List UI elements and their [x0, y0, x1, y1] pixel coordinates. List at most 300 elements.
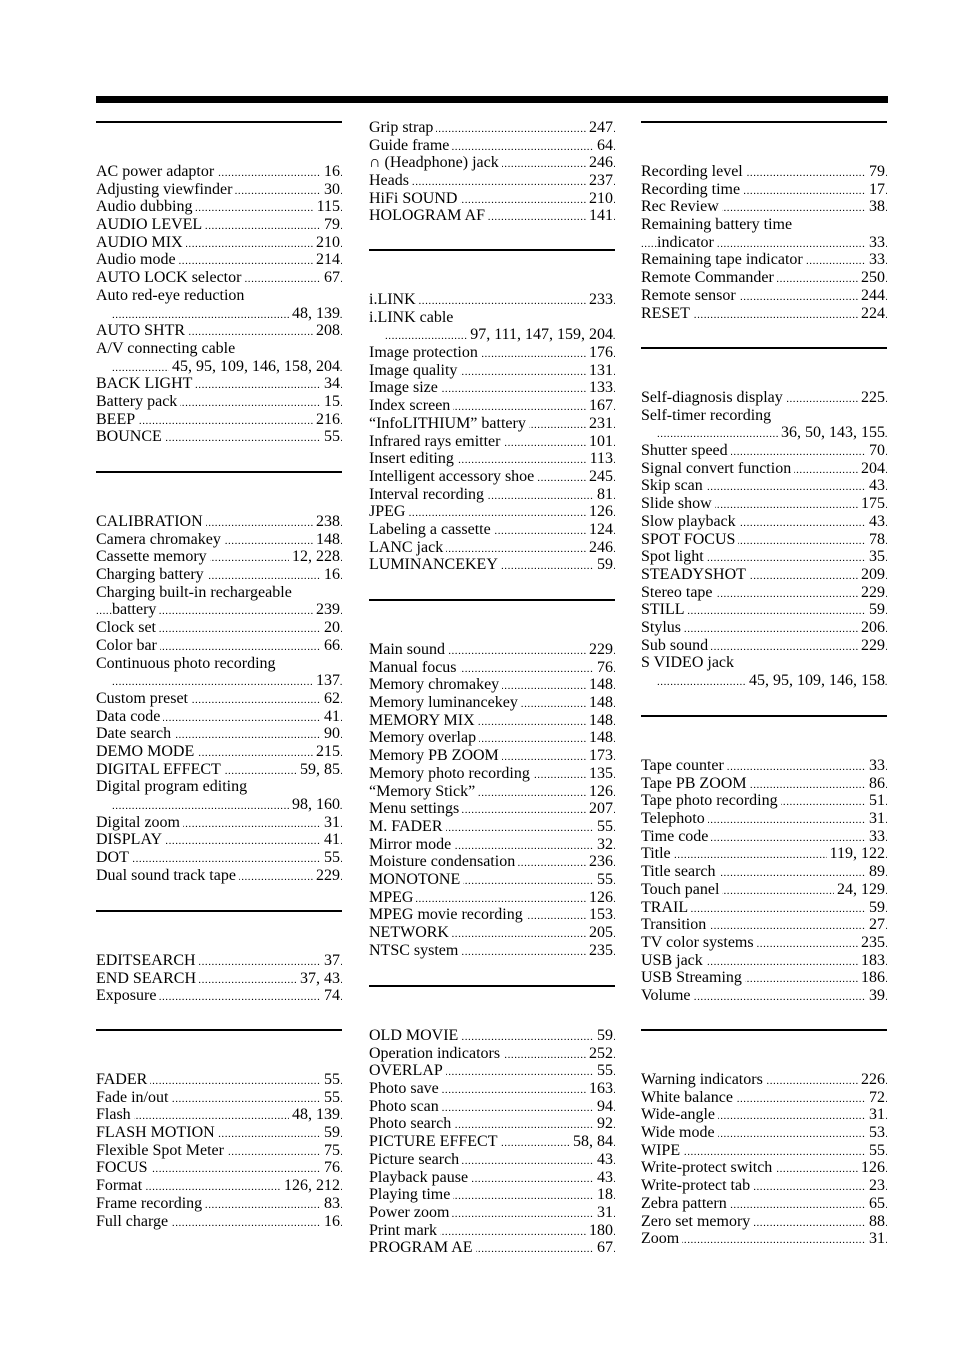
index-entry: [641, 407, 887, 425]
entry-pages: 239: [313, 601, 340, 619]
entry-term: RESET: [641, 305, 693, 323]
entry-term: Transition: [641, 916, 709, 934]
entry-term: Custom preset: [96, 690, 191, 708]
entry-pages: 246: [586, 154, 613, 172]
entry-term: Remaining tape indicator: [641, 251, 806, 269]
entry-pages: 43: [594, 1169, 613, 1187]
index-entry: [641, 1177, 887, 1195]
entry-pages: 246: [586, 539, 613, 557]
entry-term: WIPE: [641, 1142, 683, 1160]
entry-list: [96, 1071, 342, 1230]
entry-term: Adjusting viewfinder: [96, 181, 235, 199]
entry-term: Labeling a cassette: [369, 521, 494, 539]
index-entry: [96, 1124, 342, 1142]
section-rule: [369, 599, 615, 601]
index-entry: [369, 853, 615, 871]
entry-term: SPOT FOCUS: [641, 531, 738, 549]
entry-pages: 32: [594, 836, 613, 854]
entry-pages: 55: [321, 849, 340, 867]
index-entry: [641, 460, 887, 478]
index-entry: [641, 672, 887, 690]
entry-pages: 15: [321, 393, 340, 411]
entry-pages: 16: [321, 1213, 340, 1231]
index-entry: [369, 362, 615, 380]
entry-term: HOLOGRAM AF: [369, 207, 488, 225]
entry-term: Exposure: [96, 987, 159, 1005]
index-entry: [641, 1195, 887, 1213]
entry-pages: 41: [321, 708, 340, 726]
entry-term: i.LINK: [369, 291, 419, 309]
index-entry: [96, 216, 342, 234]
entry-term: JPEG: [369, 503, 408, 521]
entry-list: [369, 119, 615, 225]
entry-term: Time code: [641, 828, 711, 846]
entry-term: Warning indicators: [641, 1071, 766, 1089]
entry-term: Tape counter: [641, 757, 727, 775]
entry-pages: 90: [321, 725, 340, 743]
entry-term: Frame recording: [96, 1195, 205, 1213]
entry-pages: 62: [321, 690, 340, 708]
index-entry: [369, 468, 615, 486]
index-entry: [96, 987, 342, 1005]
entry-list: [641, 389, 887, 690]
entry-pages: 86: [866, 775, 885, 793]
entry-pages: 39: [866, 987, 885, 1005]
entry-pages: 76: [321, 1159, 340, 1177]
index-entry: [641, 251, 887, 269]
entry-term: Memory overlap: [369, 729, 479, 747]
index-entry: [641, 566, 887, 584]
index-entry: [641, 1230, 887, 1248]
entry-pages: 173: [586, 747, 613, 765]
index-entry: [96, 970, 342, 988]
entry-list: [641, 757, 887, 1005]
entry-pages: 210: [313, 234, 340, 252]
index-entry: [369, 659, 615, 677]
entry-term: Signal convert function: [641, 460, 794, 478]
index-entry: [369, 712, 615, 730]
index-entry: [96, 952, 342, 970]
index-entry: [641, 654, 887, 672]
entry-term: Digital zoom: [96, 814, 183, 832]
index-entry: [369, 1045, 615, 1063]
index-entry: [96, 1195, 342, 1213]
entry-term: Mirror mode: [369, 836, 454, 854]
index-entry: [641, 775, 887, 793]
entry-term: Slow playback: [641, 513, 739, 531]
index-entry: [369, 1062, 615, 1080]
entry-pages: 78: [866, 531, 885, 549]
entry-pages: 16: [321, 163, 340, 181]
entry-list: [96, 952, 342, 1005]
entry-pages: 209: [858, 566, 885, 584]
index-entry: [641, 1089, 887, 1107]
entry-pages: 58, 84: [570, 1133, 613, 1151]
index-entry: [96, 566, 342, 584]
index-entry: [369, 137, 615, 155]
index-entry: [369, 309, 615, 327]
index-entry: [96, 796, 342, 814]
entry-term: Date search: [96, 725, 174, 743]
section-rule: [369, 249, 615, 251]
entry-term: Image protection: [369, 344, 481, 362]
entry-term: Tape PB ZOOM: [641, 775, 750, 793]
index-entry: [96, 672, 342, 690]
entry-pages: 226: [858, 1071, 885, 1089]
entry-pages: 41: [321, 831, 340, 849]
entry-pages: 74: [321, 987, 340, 1005]
entry-term: Zebra pattern: [641, 1195, 730, 1213]
entry-term: A/V connecting cable: [96, 340, 238, 358]
entry-term: Recording time: [641, 181, 743, 199]
entry-pages: 55: [321, 1089, 340, 1107]
index-entry: [369, 172, 615, 190]
entry-term: Wide mode: [641, 1124, 718, 1142]
entry-pages: 176: [586, 344, 613, 362]
section-rule: [96, 121, 342, 123]
entry-pages: 229: [586, 641, 613, 659]
entry-pages: 43: [594, 1151, 613, 1169]
index-entry: [369, 207, 615, 225]
entry-pages: 167: [586, 397, 613, 415]
entry-pages: 250: [858, 269, 885, 287]
entry-term: Recording level: [641, 163, 746, 181]
entry-term: Auto red-eye reduction: [96, 287, 247, 305]
index-entry: [641, 234, 887, 252]
index-entry: [641, 863, 887, 881]
index-entry: [369, 1027, 615, 1045]
entry-term: END SEARCH: [96, 970, 199, 988]
entry-term: MPEG movie recording: [369, 906, 526, 924]
index-entry: [641, 287, 887, 305]
entry-term: i.LINK cable: [369, 309, 456, 327]
index-entry: [369, 1151, 615, 1169]
index-entry: [369, 190, 615, 208]
index-entry: [96, 358, 342, 376]
entry-list: [641, 163, 887, 322]
entry-pages: 119, 122: [827, 845, 885, 863]
entry-list: [96, 513, 342, 884]
index-entry: [641, 531, 887, 549]
index-entry: [96, 690, 342, 708]
index-entry: [641, 881, 887, 899]
entry-term: Slide show: [641, 495, 715, 513]
index-entry: [96, 322, 342, 340]
index-entry: [369, 521, 615, 539]
section-rule: [96, 1029, 342, 1031]
entry-pages: 37, 43: [297, 970, 340, 988]
section-rule: [96, 910, 342, 912]
index-entry: [641, 1142, 887, 1160]
index-entry: [96, 1071, 342, 1089]
entry-pages: 81: [594, 486, 613, 504]
entry-pages: 163: [586, 1080, 613, 1098]
entry-term: FADER: [96, 1071, 150, 1089]
entry-term: ∩ (Headphone) jack: [369, 154, 502, 172]
index-entry: [96, 849, 342, 867]
entry-term: DEMO MODE: [96, 743, 197, 761]
entry-pages: 33: [866, 251, 885, 269]
index-entry: [96, 619, 342, 637]
index-entry: [369, 397, 615, 415]
entry-term: Heads: [369, 172, 412, 190]
entry-term: Spot light: [641, 548, 707, 566]
entry-term: Rec Review: [641, 198, 722, 216]
entry-term: NTSC system: [369, 942, 461, 960]
entry-pages: 180: [586, 1222, 613, 1240]
entry-term: Image size: [369, 379, 441, 397]
entry-pages: 59: [321, 1124, 340, 1142]
index-entry: [369, 556, 615, 574]
entry-term: FLASH MOTION: [96, 1124, 218, 1142]
entry-term: Charging built-in rechargeable: [96, 584, 295, 602]
index-entry: [369, 326, 615, 344]
entry-pages: 72: [866, 1089, 885, 1107]
index-entry: [96, 548, 342, 566]
index-entry: [96, 305, 342, 323]
index-entry: [96, 1177, 342, 1195]
entry-term: Playback pause: [369, 1169, 471, 1187]
index-entry: [369, 503, 615, 521]
index-entry: [641, 198, 887, 216]
entry-term: Picture search: [369, 1151, 462, 1169]
index-entry: [369, 729, 615, 747]
index-entry: [96, 287, 342, 305]
entry-term: Clock set: [96, 619, 159, 637]
entry-pages: 124: [586, 521, 613, 539]
entry-term: Memory chromakey: [369, 676, 502, 694]
index-entry: [96, 375, 342, 393]
index-entry: [96, 814, 342, 832]
index-entry: [641, 828, 887, 846]
entry-pages: 238: [313, 513, 340, 531]
index-entry: [641, 916, 887, 934]
entry-term: Telephoto: [641, 810, 708, 828]
entry-term: Remaining battery time: [641, 216, 795, 234]
entry-pages: 31: [594, 1204, 613, 1222]
entry-pages: 141: [586, 207, 613, 225]
entry-pages: 247: [586, 119, 613, 137]
entry-pages: 20: [321, 619, 340, 637]
entry-term: Playing time: [369, 1186, 453, 1204]
index-entry: [369, 641, 615, 659]
entry-pages: 206: [858, 619, 885, 637]
entry-term: Camera chromakey: [96, 531, 224, 549]
entry-term: Insert editing: [369, 450, 457, 468]
entry-term: Main sound: [369, 641, 448, 659]
index-entry: [96, 1213, 342, 1231]
entry-pages: 148: [586, 729, 613, 747]
entry-term: OVERLAP: [369, 1062, 446, 1080]
entry-term: BEEP: [96, 411, 138, 429]
index-entry: [641, 442, 887, 460]
section-rule: [641, 1029, 887, 1031]
index-entry: [641, 845, 887, 863]
index-entry: [369, 1169, 615, 1187]
entry-pages: 126: [586, 889, 613, 907]
index-entry: [96, 761, 342, 779]
entry-term: Self-diagnosis display: [641, 389, 786, 407]
index-entry: [96, 269, 342, 287]
entry-pages: 97, 111, 147, 159, 204: [467, 326, 613, 344]
entry-term: Zoom: [641, 1230, 682, 1248]
entry-pages: 229: [858, 584, 885, 602]
entry-term: Flexible Spot Meter: [96, 1142, 227, 1160]
entry-pages: 94: [594, 1098, 613, 1116]
entry-pages: 148: [313, 531, 340, 549]
index-entry: [641, 269, 887, 287]
entry-pages: 133: [586, 379, 613, 397]
entry-pages: 235: [858, 934, 885, 952]
entry-term: Moisture condensation: [369, 853, 518, 871]
entry-pages: 66: [321, 637, 340, 655]
entry-pages: 186: [858, 969, 885, 987]
index-entry: [641, 757, 887, 775]
entry-pages: 205: [586, 924, 613, 942]
entry-pages: 83: [321, 1195, 340, 1213]
index-entry: [641, 1213, 887, 1231]
entry-pages: 31: [866, 1230, 885, 1248]
entry-pages: 88: [866, 1213, 885, 1231]
index-entry: [369, 783, 615, 801]
index-entry: [369, 450, 615, 468]
entry-list: [369, 1027, 615, 1257]
index-entry: [369, 1080, 615, 1098]
index-entry: [641, 305, 887, 323]
entry-pages: 231: [586, 415, 613, 433]
entry-pages: 79: [321, 216, 340, 234]
entry-term: Interval recording: [369, 486, 487, 504]
index-entry: [96, 1159, 342, 1177]
entry-term: CALIBRATION: [96, 513, 206, 531]
entry-term: “Memory Stick”: [369, 783, 478, 801]
index-entry: [96, 725, 342, 743]
entry-pages: 70: [866, 442, 885, 460]
index-entry: [369, 836, 615, 854]
index-entry: [641, 424, 887, 442]
entry-pages: 55: [594, 818, 613, 836]
entry-pages: 34: [321, 375, 340, 393]
entry-term: S VIDEO jack: [641, 654, 737, 672]
entry-pages: 30: [321, 181, 340, 199]
index-entry: [369, 871, 615, 889]
index-entry: [641, 792, 887, 810]
entry-pages: 101: [586, 433, 613, 451]
index-entry: [96, 234, 342, 252]
entry-list: [369, 641, 615, 959]
entry-pages: 59: [594, 556, 613, 574]
index-entry: [369, 694, 615, 712]
entry-term: Title search: [641, 863, 719, 881]
entry-pages: 92: [594, 1115, 613, 1133]
entry-term: Grip strap: [369, 119, 436, 137]
index-entry: [96, 831, 342, 849]
index-entry: [96, 708, 342, 726]
index-entry: [641, 163, 887, 181]
index-entry: [369, 415, 615, 433]
index-entry: [641, 495, 887, 513]
entry-term: Audio mode: [96, 251, 179, 269]
entry-term: Memory luminancekey: [369, 694, 521, 712]
entry-pages: 237: [586, 172, 613, 190]
index-entry: [96, 340, 342, 358]
index-entry: [369, 676, 615, 694]
index-entry: [369, 1115, 615, 1133]
entry-term: DIGITAL EFFECT: [96, 761, 224, 779]
entry-term: BACK LIGHT: [96, 375, 195, 393]
index-entry: [641, 513, 887, 531]
entry-term: AUDIO MIX: [96, 234, 186, 252]
index-entry: [369, 291, 615, 309]
top-rule: [96, 96, 888, 103]
entry-term: MPEG: [369, 889, 416, 907]
entry-term: Stereo tape: [641, 584, 716, 602]
index-entry: [96, 181, 342, 199]
entry-term: Title: [641, 845, 674, 863]
entry-pages: 48, 139: [289, 1106, 340, 1124]
entry-term: Image quality: [369, 362, 460, 380]
entry-term: Shutter speed: [641, 442, 731, 460]
entry-pages: 59, 85: [297, 761, 340, 779]
entry-term: Power zoom: [369, 1204, 452, 1222]
section-rule: [96, 471, 342, 473]
entry-pages: 148: [586, 676, 613, 694]
entry-pages: 55: [594, 871, 613, 889]
entry-pages: 126, 212: [281, 1177, 340, 1195]
entry-pages: 75: [321, 1142, 340, 1160]
entry-pages: 183: [858, 952, 885, 970]
entry-term: Data code: [96, 708, 163, 726]
index-entry: [369, 1204, 615, 1222]
entry-term: Format: [96, 1177, 145, 1195]
section-rule: [641, 715, 887, 717]
entry-pages: 115: [314, 198, 340, 216]
index-entry: [96, 867, 342, 885]
index-entry: [369, 344, 615, 362]
entry-pages: 113: [587, 450, 613, 468]
entry-pages: 45, 95, 109, 146, 158, 204: [169, 358, 340, 376]
entry-term: TV color systems: [641, 934, 757, 952]
entry-pages: 148: [586, 712, 613, 730]
entry-pages: 33: [866, 757, 885, 775]
entry-term: LANC jack: [369, 539, 446, 557]
entry-term: White balance: [641, 1089, 736, 1107]
entry-pages: 89: [866, 863, 885, 881]
entry-term: TRAIL: [641, 899, 691, 917]
entry-term: DOT: [96, 849, 132, 867]
entry-term: MEMORY MIX: [369, 712, 478, 730]
entry-pages: 55: [866, 1142, 885, 1160]
entry-pages: 204: [858, 460, 885, 478]
entry-term: FOCUS: [96, 1159, 151, 1177]
entry-term: AUTO LOCK selector: [96, 269, 244, 287]
entry-pages: 33: [866, 828, 885, 846]
index-entry: [96, 584, 342, 602]
index-entry: [641, 1071, 887, 1089]
entry-term: battery: [112, 601, 159, 619]
entry-term: USB Streaming: [641, 969, 745, 987]
entry-term: USB jack: [641, 952, 706, 970]
index-entry: [641, 952, 887, 970]
entry-term: Digital program editing: [96, 778, 250, 796]
index-entry: [96, 1142, 342, 1160]
entry-pages: 79: [866, 163, 885, 181]
entry-pages: 236: [586, 853, 613, 871]
index-entry: [369, 906, 615, 924]
entry-pages: 225: [858, 389, 885, 407]
entry-pages: 235: [586, 942, 613, 960]
entry-pages: 214: [313, 251, 340, 269]
